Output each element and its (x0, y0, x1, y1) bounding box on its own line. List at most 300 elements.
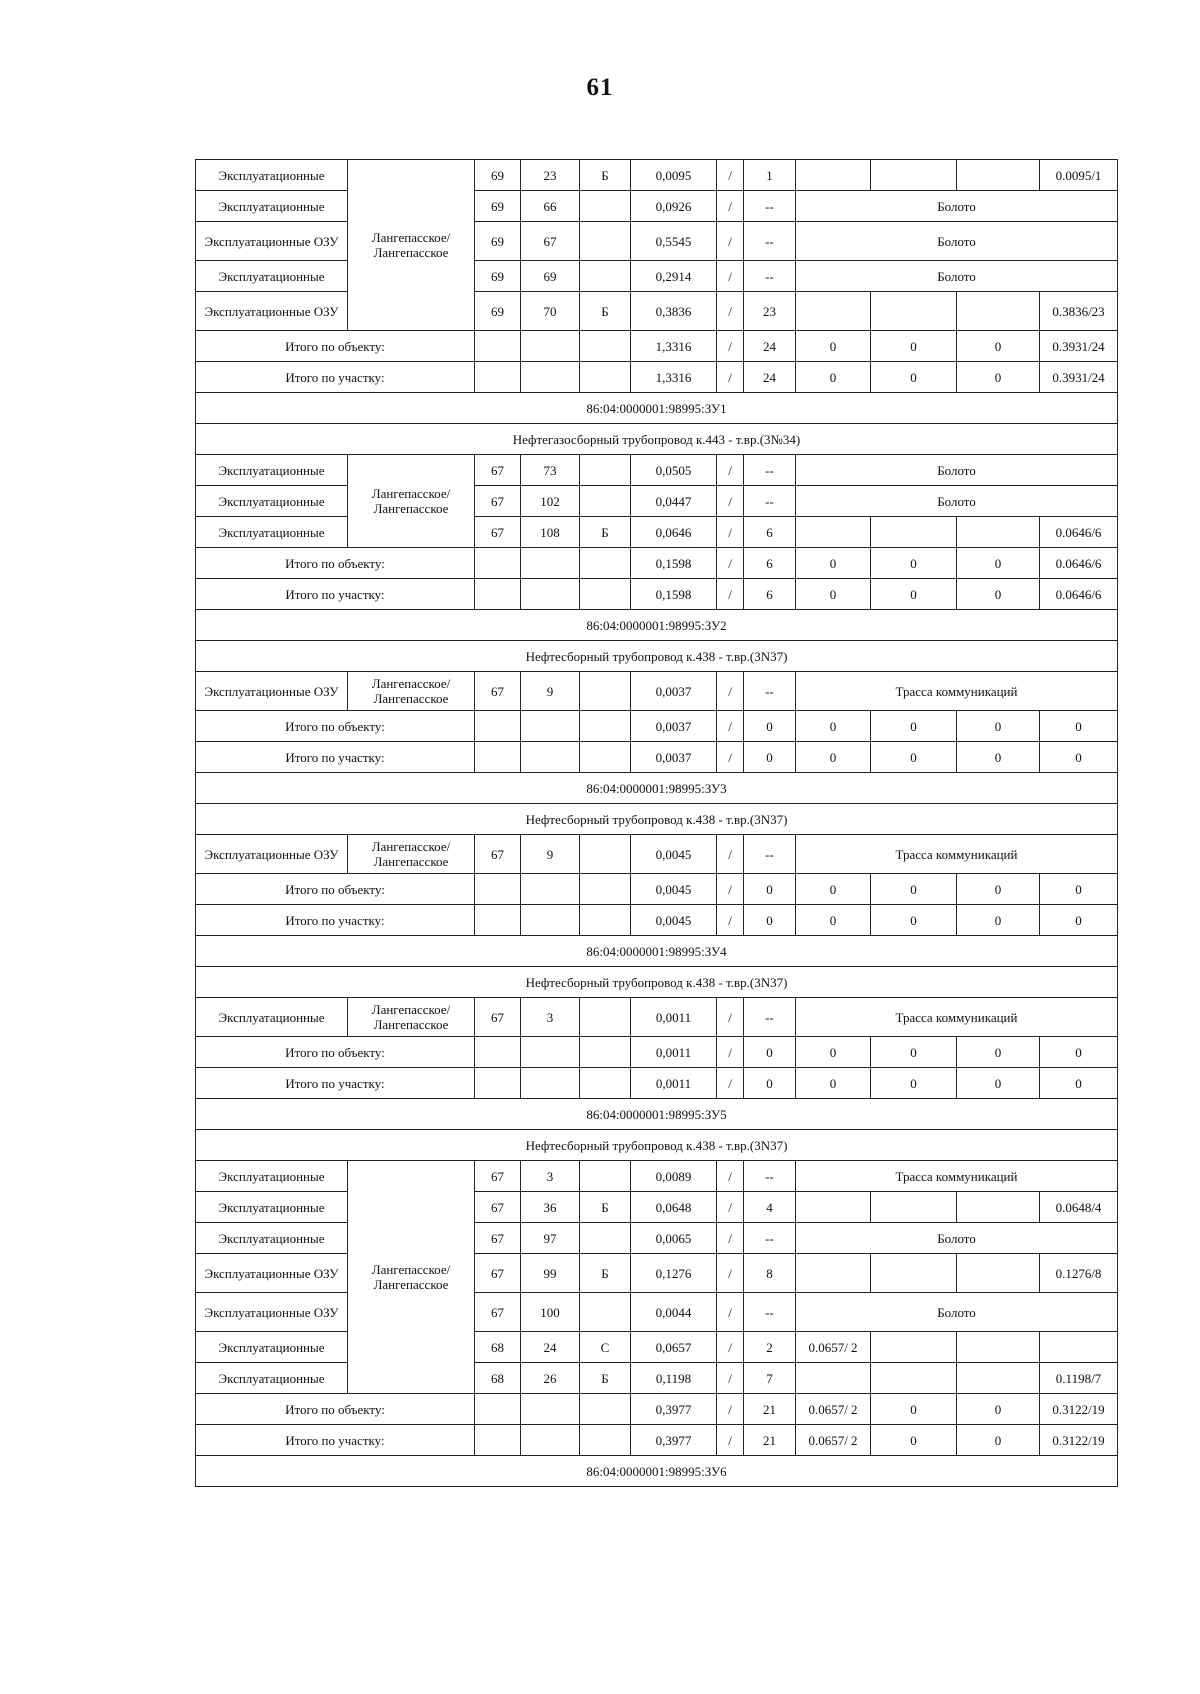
volume-cell: -- (744, 835, 796, 874)
slash-cell: / (717, 711, 744, 742)
value-cell-1 (796, 1192, 871, 1223)
volume-cell: -- (744, 486, 796, 517)
vydel-cell: 3 (521, 1161, 580, 1192)
volume-cell: 0 (744, 1068, 796, 1099)
vydel-cell: 23 (521, 160, 580, 191)
category-cell: Эксплуатационные ОЗУ (196, 1254, 348, 1293)
value-cell-1: 0.0657/ 2 (796, 1425, 871, 1456)
area-cell: 0,0045 (631, 905, 717, 936)
volume-cell: 0 (744, 874, 796, 905)
value-cell-2: 0 (871, 711, 957, 742)
page-number: 61 (586, 74, 614, 101)
empty-cell (580, 1425, 631, 1456)
value-cell-total: 0 (1040, 742, 1118, 773)
mark-cell (580, 1161, 631, 1192)
value-cell-2: 0 (871, 1037, 957, 1068)
land-type-cell: Болото (796, 486, 1118, 517)
section-header-row (196, 1456, 1118, 1487)
value-cell-2: 0 (871, 1394, 957, 1425)
value-cell-total (1040, 1332, 1118, 1363)
volume-cell: 23 (744, 292, 796, 331)
table-row (196, 1161, 1118, 1192)
land-type-cell: Болото (796, 222, 1118, 261)
category-cell: Эксплуатационные (196, 191, 348, 222)
area-cell: 0,0646 (631, 517, 717, 548)
slash-cell: / (717, 486, 744, 517)
quarter-cell: 67 (475, 455, 521, 486)
section-header-row (196, 641, 1118, 672)
value-cell-3: 0 (957, 1068, 1040, 1099)
quarter-cell: 68 (475, 1363, 521, 1394)
land-type-cell: Болото (796, 261, 1118, 292)
table-row (196, 517, 1118, 548)
table-row (196, 998, 1118, 1037)
slash-cell: / (717, 191, 744, 222)
volume-cell: -- (744, 1161, 796, 1192)
area-cell: 1,3316 (631, 362, 717, 393)
value-cell-1 (796, 1363, 871, 1394)
mark-cell (580, 191, 631, 222)
land-type-cell: Трасса коммуникаций (796, 998, 1118, 1037)
mark-cell: Б (580, 517, 631, 548)
area-cell: 0,0045 (631, 835, 717, 874)
empty-cell (521, 905, 580, 936)
category-cell: Эксплуатационные (196, 998, 348, 1037)
category-cell: Эксплуатационные (196, 1192, 348, 1223)
category-cell: Эксплуатационные ОЗУ (196, 1293, 348, 1332)
quarter-cell: 69 (475, 222, 521, 261)
value-cell-3 (957, 1363, 1040, 1394)
total-row (196, 742, 1118, 773)
slash-cell: / (717, 1332, 744, 1363)
table-row (196, 455, 1118, 486)
mark-cell: Б (580, 292, 631, 331)
table-row (196, 261, 1118, 292)
forest-plots-table (195, 159, 1118, 1487)
total-row (196, 579, 1118, 610)
vydel-cell: 69 (521, 261, 580, 292)
value-cell-1: 0 (796, 579, 871, 610)
quarter-cell: 67 (475, 998, 521, 1037)
value-cell-1 (796, 517, 871, 548)
empty-cell (475, 362, 521, 393)
area-cell: 0,3977 (631, 1394, 717, 1425)
value-cell-1: 0.0657/ 2 (796, 1332, 871, 1363)
mark-cell (580, 261, 631, 292)
empty-cell (521, 742, 580, 773)
land-type-cell: Трасса коммуникаций (796, 1161, 1118, 1192)
quarter-cell: 67 (475, 1254, 521, 1293)
mark-cell (580, 835, 631, 874)
category-cell: Эксплуатационные (196, 455, 348, 486)
value-cell-total: 0 (1040, 1068, 1118, 1099)
value-cell-total: 0.3931/24 (1040, 362, 1118, 393)
volume-cell: 6 (744, 548, 796, 579)
value-cell-3 (957, 517, 1040, 548)
total-label-cell: Итого по участку: (196, 742, 475, 773)
value-cell-2: 0 (871, 1425, 957, 1456)
section-header-cell: Нефтегазосборный трубопровод к.443 - т.вр.(3№34) (196, 424, 1118, 455)
area-cell: 0,0011 (631, 998, 717, 1037)
category-cell: Эксплуатационные (196, 1363, 348, 1394)
mark-cell: Б (580, 1192, 631, 1223)
value-cell-3 (957, 1192, 1040, 1223)
slash-cell: / (717, 1223, 744, 1254)
value-cell-3: 0 (957, 711, 1040, 742)
volume-cell: -- (744, 672, 796, 711)
empty-cell (475, 905, 521, 936)
volume-cell: 4 (744, 1192, 796, 1223)
value-cell-total: 0.3836/23 (1040, 292, 1118, 331)
mark-cell (580, 1293, 631, 1332)
slash-cell: / (717, 835, 744, 874)
total-row (196, 1068, 1118, 1099)
slash-cell: / (717, 517, 744, 548)
empty-cell (521, 1394, 580, 1425)
quarter-cell: 69 (475, 292, 521, 331)
quarter-cell: 67 (475, 1192, 521, 1223)
quarter-cell: 67 (475, 1223, 521, 1254)
slash-cell: / (717, 1394, 744, 1425)
value-cell-total: 0.3122/19 (1040, 1394, 1118, 1425)
volume-cell: 0 (744, 711, 796, 742)
mark-cell: С (580, 1332, 631, 1363)
value-cell-total: 0.1276/8 (1040, 1254, 1118, 1293)
value-cell-total: 0 (1040, 874, 1118, 905)
total-row (196, 548, 1118, 579)
value-cell-2 (871, 1192, 957, 1223)
volume-cell: -- (744, 1293, 796, 1332)
section-header-row (196, 424, 1118, 455)
total-row (196, 905, 1118, 936)
forestry-cell: Лангепасское/ Лангепасское (348, 672, 475, 711)
empty-cell (521, 874, 580, 905)
value-cell-3: 0 (957, 362, 1040, 393)
empty-cell (580, 905, 631, 936)
value-cell-1: 0 (796, 548, 871, 579)
quarter-cell: 69 (475, 160, 521, 191)
section-header-row (196, 610, 1118, 641)
value-cell-1: 0 (796, 711, 871, 742)
value-cell-3 (957, 160, 1040, 191)
empty-cell (475, 331, 521, 362)
section-header-cell: 86:04:0000001:98995:ЗУ3 (196, 773, 1118, 804)
category-cell: Эксплуатационные (196, 486, 348, 517)
section-header-row (196, 936, 1118, 967)
area-cell: 0,1276 (631, 1254, 717, 1293)
table-row (196, 292, 1118, 331)
slash-cell: / (717, 1192, 744, 1223)
volume-cell: 6 (744, 579, 796, 610)
empty-cell (580, 742, 631, 773)
volume-cell: -- (744, 191, 796, 222)
area-cell: 0,1598 (631, 548, 717, 579)
empty-cell (580, 331, 631, 362)
area-cell: 0,0095 (631, 160, 717, 191)
vydel-cell: 100 (521, 1293, 580, 1332)
table-row (196, 191, 1118, 222)
mark-cell (580, 486, 631, 517)
empty-cell (580, 1037, 631, 1068)
value-cell-3: 0 (957, 548, 1040, 579)
value-cell-1: 0 (796, 742, 871, 773)
slash-cell: / (717, 222, 744, 261)
total-row (196, 1394, 1118, 1425)
slash-cell: / (717, 998, 744, 1037)
empty-cell (521, 331, 580, 362)
empty-cell (580, 1394, 631, 1425)
empty-cell (521, 1425, 580, 1456)
area-cell: 0,0926 (631, 191, 717, 222)
slash-cell: / (717, 1363, 744, 1394)
slash-cell: / (717, 579, 744, 610)
table-row (196, 1363, 1118, 1394)
empty-cell (521, 548, 580, 579)
value-cell-2: 0 (871, 1068, 957, 1099)
mark-cell: Б (580, 1254, 631, 1293)
area-cell: 0,0065 (631, 1223, 717, 1254)
value-cell-total: 0.3931/24 (1040, 331, 1118, 362)
total-label-cell: Итого по объекту: (196, 331, 475, 362)
slash-cell: / (717, 292, 744, 331)
slash-cell: / (717, 905, 744, 936)
empty-cell (521, 1037, 580, 1068)
total-label-cell: Итого по объекту: (196, 548, 475, 579)
volume-cell: 24 (744, 331, 796, 362)
mark-cell (580, 222, 631, 261)
empty-cell (475, 579, 521, 610)
value-cell-1: 0 (796, 1037, 871, 1068)
forestry-cell: Лангепасское/ Лангепасское (348, 835, 475, 874)
value-cell-1: 0 (796, 362, 871, 393)
value-cell-1: 0 (796, 1068, 871, 1099)
volume-cell: 7 (744, 1363, 796, 1394)
section-header-cell: 86:04:0000001:98995:ЗУ2 (196, 610, 1118, 641)
section-header-row (196, 804, 1118, 835)
empty-cell (580, 1068, 631, 1099)
value-cell-3: 0 (957, 742, 1040, 773)
slash-cell: / (717, 1161, 744, 1192)
area-cell: 0,0089 (631, 1161, 717, 1192)
area-cell: 1,3316 (631, 331, 717, 362)
empty-cell (580, 548, 631, 579)
area-cell: 0,0657 (631, 1332, 717, 1363)
total-label-cell: Итого по объекту: (196, 1394, 475, 1425)
volume-cell: 0 (744, 1037, 796, 1068)
vydel-cell: 24 (521, 1332, 580, 1363)
section-header-cell: Нефтесборный трубопровод к.438 - т.вр.(3N37) (196, 641, 1118, 672)
volume-cell: 6 (744, 517, 796, 548)
quarter-cell: 68 (475, 1332, 521, 1363)
mark-cell (580, 1223, 631, 1254)
empty-cell (475, 1037, 521, 1068)
value-cell-total: 0.0646/6 (1040, 579, 1118, 610)
section-header-row (196, 1130, 1118, 1161)
quarter-cell: 69 (475, 261, 521, 292)
value-cell-1 (796, 1254, 871, 1293)
section-header-cell: 86:04:0000001:98995:ЗУ1 (196, 393, 1118, 424)
vydel-cell: 67 (521, 222, 580, 261)
table-row (196, 1293, 1118, 1332)
table-row (196, 1192, 1118, 1223)
value-cell-3: 0 (957, 331, 1040, 362)
value-cell-2: 0 (871, 331, 957, 362)
vydel-cell: 73 (521, 455, 580, 486)
area-cell: 0,3977 (631, 1425, 717, 1456)
vydel-cell: 66 (521, 191, 580, 222)
table-row (196, 1254, 1118, 1293)
area-cell: 0,0648 (631, 1192, 717, 1223)
land-type-cell: Трасса коммуникаций (796, 835, 1118, 874)
forestry-cell: Лангепасское/ Лангепасское (348, 1161, 475, 1394)
value-cell-2 (871, 1254, 957, 1293)
value-cell-2 (871, 292, 957, 331)
table-row (196, 222, 1118, 261)
area-cell: 0,0037 (631, 742, 717, 773)
volume-cell: 1 (744, 160, 796, 191)
section-header-cell: 86:04:0000001:98995:ЗУ4 (196, 936, 1118, 967)
quarter-cell: 67 (475, 486, 521, 517)
vydel-cell: 36 (521, 1192, 580, 1223)
value-cell-total: 0.0095/1 (1040, 160, 1118, 191)
quarter-cell: 67 (475, 672, 521, 711)
vydel-cell: 99 (521, 1254, 580, 1293)
section-header-cell: Нефтесборный трубопровод к.438 - т.вр.(3N37) (196, 1130, 1118, 1161)
empty-cell (475, 742, 521, 773)
total-label-cell: Итого по участку: (196, 905, 475, 936)
area-cell: 0,3836 (631, 292, 717, 331)
slash-cell: / (717, 455, 744, 486)
quarter-cell: 67 (475, 835, 521, 874)
slash-cell: / (717, 160, 744, 191)
slash-cell: / (717, 1425, 744, 1456)
empty-cell (521, 579, 580, 610)
section-header-row (196, 967, 1118, 998)
category-cell: Эксплуатационные (196, 261, 348, 292)
value-cell-2: 0 (871, 579, 957, 610)
mark-cell (580, 672, 631, 711)
value-cell-total: 0.0646/6 (1040, 517, 1118, 548)
slash-cell: / (717, 362, 744, 393)
volume-cell: -- (744, 998, 796, 1037)
volume-cell: 24 (744, 362, 796, 393)
area-cell: 0,0037 (631, 711, 717, 742)
total-row (196, 711, 1118, 742)
empty-cell (521, 711, 580, 742)
area-cell: 0,0505 (631, 455, 717, 486)
slash-cell: / (717, 261, 744, 292)
total-label-cell: Итого по объекту: (196, 874, 475, 905)
volume-cell: 21 (744, 1394, 796, 1425)
table-row (196, 160, 1118, 191)
mark-cell (580, 998, 631, 1037)
empty-cell (521, 362, 580, 393)
slash-cell: / (717, 548, 744, 579)
total-row (196, 331, 1118, 362)
value-cell-total: 0 (1040, 711, 1118, 742)
value-cell-2 (871, 160, 957, 191)
total-row (196, 874, 1118, 905)
empty-cell (475, 548, 521, 579)
vydel-cell: 108 (521, 517, 580, 548)
land-type-cell: Болото (796, 455, 1118, 486)
quarter-cell: 69 (475, 191, 521, 222)
total-label-cell: Итого по участку: (196, 1068, 475, 1099)
land-type-cell: Болото (796, 1293, 1118, 1332)
empty-cell (580, 579, 631, 610)
category-cell: Эксплуатационные ОЗУ (196, 222, 348, 261)
total-label-cell: Итого по участку: (196, 362, 475, 393)
slash-cell: / (717, 1293, 744, 1332)
area-cell: 0,0011 (631, 1037, 717, 1068)
volume-cell: -- (744, 455, 796, 486)
forestry-cell: Лангепасское/ Лангепасское (348, 998, 475, 1037)
value-cell-1 (796, 160, 871, 191)
empty-cell (475, 1394, 521, 1425)
volume-cell: 0 (744, 742, 796, 773)
value-cell-3 (957, 292, 1040, 331)
value-cell-1: 0.0657/ 2 (796, 1394, 871, 1425)
slash-cell: / (717, 1254, 744, 1293)
slash-cell: / (717, 874, 744, 905)
category-cell: Эксплуатационные ОЗУ (196, 292, 348, 331)
category-cell: Эксплуатационные ОЗУ (196, 672, 348, 711)
value-cell-2 (871, 1363, 957, 1394)
value-cell-2: 0 (871, 548, 957, 579)
value-cell-2: 0 (871, 362, 957, 393)
value-cell-total: 0.0646/6 (1040, 548, 1118, 579)
volume-cell: 0 (744, 905, 796, 936)
category-cell: Эксплуатационные (196, 517, 348, 548)
empty-cell (475, 1425, 521, 1456)
slash-cell: / (717, 1068, 744, 1099)
forestry-cell: Лангепасское/ Лангепасское (348, 160, 475, 331)
volume-cell: -- (744, 261, 796, 292)
total-row (196, 362, 1118, 393)
value-cell-2 (871, 517, 957, 548)
mark-cell: Б (580, 160, 631, 191)
table-row (196, 1223, 1118, 1254)
value-cell-1: 0 (796, 874, 871, 905)
empty-cell (475, 874, 521, 905)
total-row (196, 1425, 1118, 1456)
area-cell: 0,5545 (631, 222, 717, 261)
empty-cell (580, 711, 631, 742)
value-cell-3 (957, 1254, 1040, 1293)
empty-cell (580, 362, 631, 393)
category-cell: Эксплуатационные (196, 160, 348, 191)
area-cell: 0,1598 (631, 579, 717, 610)
table-row (196, 672, 1118, 711)
total-label-cell: Итого по участку: (196, 579, 475, 610)
value-cell-3: 0 (957, 1394, 1040, 1425)
slash-cell: / (717, 331, 744, 362)
value-cell-3: 0 (957, 1037, 1040, 1068)
vydel-cell: 9 (521, 672, 580, 711)
area-cell: 0,0447 (631, 486, 717, 517)
empty-cell (475, 711, 521, 742)
land-type-cell: Трасса коммуникаций (796, 672, 1118, 711)
volume-cell: 8 (744, 1254, 796, 1293)
land-type-cell: Болото (796, 1223, 1118, 1254)
table-row (196, 486, 1118, 517)
value-cell-total: 0.1198/7 (1040, 1363, 1118, 1394)
total-label-cell: Итого по объекту: (196, 1037, 475, 1068)
table-row (196, 835, 1118, 874)
mark-cell: Б (580, 1363, 631, 1394)
value-cell-3: 0 (957, 579, 1040, 610)
value-cell-2: 0 (871, 742, 957, 773)
